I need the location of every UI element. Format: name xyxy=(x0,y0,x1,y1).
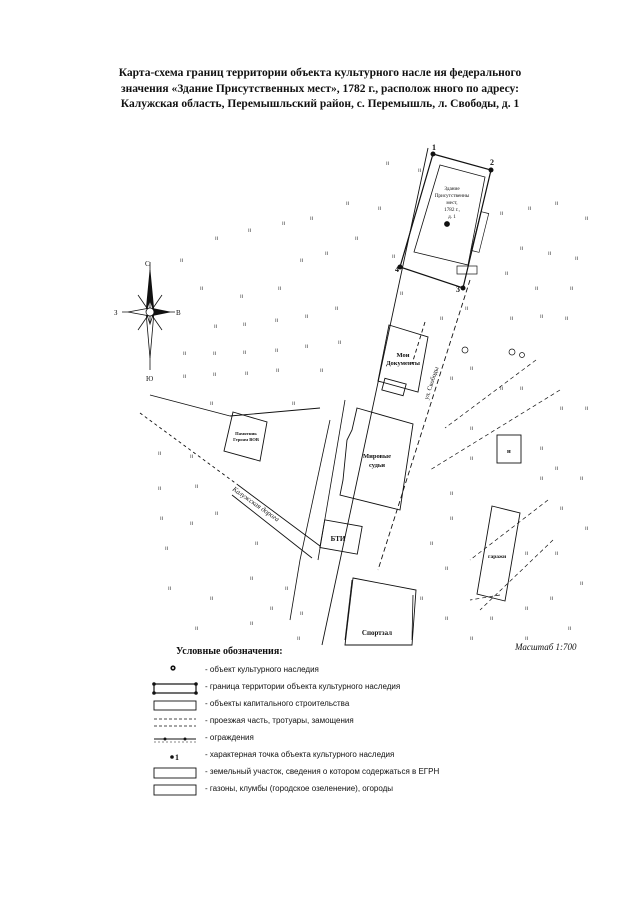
grass-mark: ıı xyxy=(276,368,280,374)
heritage-object-icon xyxy=(150,663,200,680)
grass-mark: ıı xyxy=(160,516,164,522)
grass-mark: ıı xyxy=(500,386,504,392)
legend-text-2: - объекты капитального строительства xyxy=(205,699,350,708)
grass-mark: ıı xyxy=(465,306,469,312)
grass-mark: ıı xyxy=(445,616,449,622)
legend-item-point xyxy=(150,748,470,765)
grass-mark: ıı xyxy=(243,322,247,328)
legend-item-boundary xyxy=(150,680,470,697)
grass-mark: ıı xyxy=(297,636,301,642)
grass-mark: ıı xyxy=(585,216,589,222)
legend-item-fences xyxy=(150,731,470,748)
grass-mark: ıı xyxy=(355,236,359,242)
fence-icon xyxy=(150,731,200,748)
grass-mark: ıı xyxy=(215,236,219,242)
legend-text-5: - характерная точка объекта культурного наследия xyxy=(205,750,395,759)
grass-mark: ıı xyxy=(490,616,494,622)
svg-text:Здание: Здание xyxy=(444,186,460,192)
street-label-right: ул. Свободы xyxy=(423,366,441,401)
legend-text-7: - газоны, клумбы (городское озеленение), огороды xyxy=(205,784,394,793)
grass-mark: ıı xyxy=(470,426,474,432)
street-kaluzhskaya xyxy=(140,395,320,558)
grass-mark: ıı xyxy=(555,551,559,557)
grass-mark: ıı xyxy=(275,348,279,354)
fence-lines xyxy=(430,360,560,610)
point-4: 4 xyxy=(395,265,399,274)
main-building-label xyxy=(435,186,470,220)
grass-mark: ıı xyxy=(300,258,304,264)
grass-mark: ıı xyxy=(325,251,329,257)
svg-text:мест,: мест, xyxy=(446,200,458,206)
grass-mark: ıı xyxy=(445,566,449,572)
grass-mark: ıı xyxy=(335,306,339,312)
legend-item-lawns xyxy=(150,782,470,799)
grass-mark: ıı xyxy=(392,254,396,260)
building-icon xyxy=(150,697,200,714)
legend-item-heritage xyxy=(150,663,470,680)
grass-mark: ıı xyxy=(440,316,444,322)
legend xyxy=(150,663,470,799)
svg-text:судьи: судьи xyxy=(368,462,386,469)
title-line-2: значения «Здание Присутственных мест», 1782 г., располож нного по адресу: xyxy=(121,82,519,95)
road-edges xyxy=(290,400,413,640)
grass-mark: ıı xyxy=(305,344,309,350)
grass-mark: ıı xyxy=(346,201,350,207)
label-garazhi: гаражи xyxy=(488,554,507,560)
compass-rose xyxy=(122,262,175,370)
grass-mark: ıı xyxy=(470,366,474,372)
grass-mark: ıı xyxy=(525,606,529,612)
compass-east: В xyxy=(176,309,181,317)
grass-mark: ıı xyxy=(213,351,217,357)
grass-mark: ıı xyxy=(525,636,529,642)
grass-mark: ıı xyxy=(158,486,162,492)
grass-mark: ıı xyxy=(275,318,279,324)
svg-text:Документы: Документы xyxy=(386,360,420,367)
grass-mark: ıı xyxy=(213,372,217,378)
grass-mark: ıı xyxy=(338,340,342,346)
grass-mark: ıı xyxy=(418,168,422,174)
svg-text:1782 г.,: 1782 г., xyxy=(444,207,460,213)
grass-mark: ıı xyxy=(250,621,254,627)
grass-mark: ıı xyxy=(568,626,572,632)
svg-text:Мои: Мои xyxy=(396,352,410,359)
grass-mark: ıı xyxy=(245,371,249,377)
grass-mark: ıı xyxy=(580,581,584,587)
grass-mark: ıı xyxy=(210,596,214,602)
label-bti: БТИ xyxy=(330,535,346,543)
label-mirovye-sudi xyxy=(363,453,391,469)
grass-mark: ıı xyxy=(560,406,564,412)
grass-mark: ıı xyxy=(195,484,199,490)
grass-mark: ıı xyxy=(250,576,254,582)
grass-mark: ıı xyxy=(282,221,286,227)
grass-mark: ıı xyxy=(505,271,509,277)
grass-mark: ıı xyxy=(525,551,529,557)
grass-mark: ıı xyxy=(560,506,564,512)
legend-heading: Условные обозначения: xyxy=(176,646,283,657)
grass-mark: ıı xyxy=(470,456,474,462)
grass-mark: ıı xyxy=(430,541,434,547)
grass-mark: ıı xyxy=(378,206,382,212)
grass-mark: ıı xyxy=(180,258,184,264)
grass-mark: ıı xyxy=(555,201,559,207)
grass-mark: ıı xyxy=(195,626,199,632)
grass-mark: ıı xyxy=(520,386,524,392)
legend-text-4: - ограждения xyxy=(205,733,254,742)
legend-item-parcel xyxy=(150,765,470,782)
grass-mark: ıı xyxy=(540,446,544,452)
legend-text-3: - проезжая часть, тротуары, замощения xyxy=(205,716,354,725)
grass-mark: ıı xyxy=(540,476,544,482)
legend-text-6: - земельный участок, сведения о котором содержаться в ЕГРН xyxy=(205,767,440,776)
grass-mark: ıı xyxy=(320,368,324,374)
grass-mark: ıı xyxy=(300,611,304,617)
point-2: 2 xyxy=(490,158,494,167)
street-label-left: Калужская дорога xyxy=(230,485,281,524)
grass-mark: ıı xyxy=(400,291,404,297)
grass-mark: ıı xyxy=(510,316,514,322)
grass-mark: ıı xyxy=(215,511,219,517)
legend-text-0: - объект культурного наследия xyxy=(205,665,319,674)
grass-mark: ıı xyxy=(550,596,554,602)
boundary-icon xyxy=(150,680,200,697)
grass-mark: ıı xyxy=(570,286,574,292)
grass-marks xyxy=(158,161,589,642)
grass-mark: ıı xyxy=(575,256,579,262)
grass-mark: ıı xyxy=(183,374,187,380)
point-icon xyxy=(150,748,200,765)
grass-mark: ıı xyxy=(420,596,424,602)
point-3: 3 xyxy=(456,285,460,294)
label-pamyatnik xyxy=(233,431,259,442)
grass-mark: ıı xyxy=(565,316,569,322)
svg-text:Присутственны: Присутственны xyxy=(434,193,470,199)
grass-mark: ıı xyxy=(248,228,252,234)
grass-mark: ıı xyxy=(214,324,218,330)
grass-mark: ıı xyxy=(520,246,524,252)
grass-mark: ıı xyxy=(165,546,169,552)
legend-text-1: - граница территории объекта культурного наследия xyxy=(205,682,401,691)
grass-mark: ıı xyxy=(210,401,214,407)
road-icon xyxy=(150,714,200,731)
grass-mark: ıı xyxy=(158,451,162,457)
label-small-building: н xyxy=(507,448,511,455)
svg-text:д. 1: д. 1 xyxy=(448,214,456,220)
grass-mark: ıı xyxy=(168,586,172,592)
parcel-icon xyxy=(150,765,200,782)
grass-mark: ıı xyxy=(190,454,194,460)
point-1: 1 xyxy=(432,143,436,152)
svg-text:Памятник: Памятник xyxy=(235,431,257,436)
grass-mark: ıı xyxy=(470,636,474,642)
tree-circles xyxy=(462,347,525,358)
grass-mark: ıı xyxy=(243,350,247,356)
grass-mark: ıı xyxy=(292,401,296,407)
title-line-3: Калужская область, Перемышльский район, с. Перемышль, л. Свободы, д. 1 xyxy=(120,98,520,110)
grass-mark: ıı xyxy=(585,406,589,412)
grass-mark: ıı xyxy=(310,216,314,222)
grass-mark: ıı xyxy=(270,606,274,612)
grass-mark: ıı xyxy=(500,211,504,217)
grass-mark: ıı xyxy=(190,521,194,527)
grass-mark: ıı xyxy=(183,351,187,357)
svg-text:1: 1 xyxy=(175,753,179,762)
grass-mark: ıı xyxy=(386,161,390,167)
label-moi-dokumenty xyxy=(386,352,420,367)
legend-item-roads xyxy=(150,714,470,731)
scale-label: Масштаб 1:700 xyxy=(515,642,577,652)
grass-mark: ıı xyxy=(200,286,204,292)
grass-mark: ıı xyxy=(580,476,584,482)
svg-text:Героям ВОВ: Героям ВОВ xyxy=(233,437,259,442)
grass-mark: ıı xyxy=(240,294,244,300)
grass-mark: ıı xyxy=(535,286,539,292)
grass-mark: ıı xyxy=(548,251,552,257)
lawn-icon xyxy=(150,782,200,799)
grass-mark: ıı xyxy=(450,491,454,497)
grass-mark: ıı xyxy=(285,586,289,592)
compass-west: З xyxy=(114,309,118,317)
grass-mark: ıı xyxy=(540,314,544,320)
grass-mark: ıı xyxy=(278,286,282,292)
grass-mark: ıı xyxy=(450,516,454,522)
grass-mark: ıı xyxy=(305,314,309,320)
label-sportzal: Спортзал xyxy=(361,629,393,637)
grass-mark: ıı xyxy=(528,206,532,212)
compass-north: С xyxy=(145,260,150,268)
title-line-1: Карта-схема границ территории объекта культурного насле ия федерального xyxy=(118,67,522,79)
grass-mark: ıı xyxy=(555,466,559,472)
grass-mark: ıı xyxy=(450,376,454,382)
svg-text:Мировые: Мировые xyxy=(362,453,392,460)
grass-mark: ıı xyxy=(585,526,589,532)
legend-item-buildings xyxy=(150,697,470,714)
compass-south: Ю xyxy=(146,375,154,383)
grass-mark: ıı xyxy=(255,541,259,547)
